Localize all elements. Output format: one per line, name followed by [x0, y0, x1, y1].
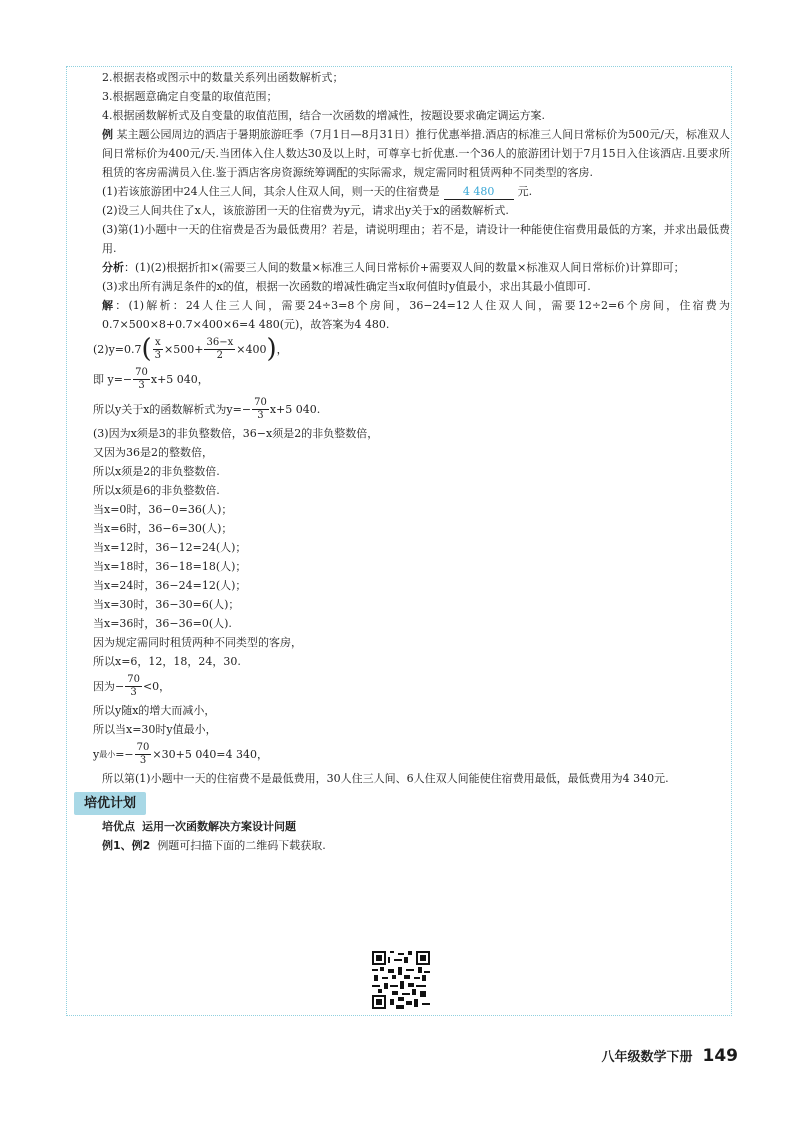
solution-line-0: (3)因为x须是3的非负整数倍，36−x须是2的非负整数倍，: [93, 427, 379, 440]
plan-examples: [72, 836, 730, 855]
solution-line-3: 所以x须是6的非负整数倍.: [93, 484, 220, 497]
ymin-subscript: 最小: [99, 749, 116, 759]
result-suffix: x+5 040.: [269, 402, 321, 416]
solution-line-2: 所以x须是2的非负整数倍.: [93, 465, 220, 478]
plan-section: [72, 788, 730, 815]
result-prefix: 所以y关于x的函数解析式为y=−: [93, 402, 252, 416]
solution-part-1: [72, 296, 730, 334]
solution-line-4: 当x=0时，36−0=36(人)；: [93, 503, 233, 516]
solution-line-11: 因为规定需同时租赁两种不同类型的客房，: [93, 636, 302, 649]
q1-text: (1)若该旅游团中24人住三人间，其余人住双人间，则一天的住宿费是: [102, 185, 440, 198]
book-title: 八年级数学下册: [601, 1050, 693, 1065]
negative-suffix: <0，: [142, 679, 171, 693]
analysis-block: [72, 258, 730, 277]
fraction-70-over-3: $\frac{70}{3}$: [135, 366, 148, 391]
qr-code[interactable]: [372, 951, 430, 1009]
solution-line-10: 当x=36时，36−36=0(人).: [93, 617, 232, 630]
question-2: (2)设三人间共住了x人，该旅游团一天的住宿费为y元，请求出y关于x的函数解析式.: [102, 204, 509, 217]
fraction-x-over-3: $\frac{x}{3}$: [154, 336, 162, 361]
solution-line-9: 当x=30时，36−30=6(人)；: [93, 598, 240, 611]
solution-decreasing: 所以y随x的增大而减小，: [93, 704, 216, 717]
question-3: (3)第(1)小题中一天的住宿费是否为最低费用？若是，请说明理由；若不是，请设计一种能使住宿费用最低的方案，并求出最低费用.: [102, 223, 730, 255]
solution-min-value: [72, 739, 730, 769]
formula-prefix: (2)y=0.7: [93, 342, 142, 356]
times-500: ×500+: [164, 342, 204, 356]
simplified-suffix: x+5 040，: [150, 372, 209, 386]
times-400: ×400: [236, 342, 267, 356]
left-paren: (: [141, 334, 152, 364]
step-4: 4.根据函数解析式及自变量的取值范围，结合一次函数的增减性，按题设要求确定调运方案.: [102, 109, 545, 122]
plan-badge: 培优计划: [74, 792, 146, 815]
analysis-text-2: (3)求出所有满足条件的x的值，根据一次函数的增减性确定当x取何值时y值最小，求出其最小值即可.: [102, 280, 591, 293]
example-label: 例: [102, 128, 114, 141]
plan-examples-label: 例1、例2: [102, 839, 151, 852]
fraction-70-over-3: $\frac{70}{3}$: [254, 396, 267, 421]
fraction-36-minus-x-over-2: $\frac{36-x}{2}$: [206, 336, 234, 361]
plan-point: [72, 817, 730, 836]
formula-comma: ，: [276, 342, 288, 356]
negative-prefix: 因为−: [93, 679, 125, 693]
solution-line-8: 当x=24时，36−24=12(人)；: [93, 579, 247, 592]
ymin-y: y: [93, 747, 100, 761]
question-1: [72, 182, 730, 201]
simplified-prefix: 即 y=−: [93, 372, 133, 386]
solution-min-at-30: 所以当x=30时y值最小，: [93, 723, 217, 736]
plan-point-title: 运用一次函数解决方案设计问题: [142, 820, 296, 833]
plan-examples-text: 例题可扫描下面的二维码下载获取.: [157, 839, 326, 852]
right-paren: ): [266, 334, 277, 364]
q1-answer-blank: 4 480: [444, 185, 514, 200]
step-3: 3.根据题意确定自变量的取值范围；: [102, 90, 278, 103]
plan-point-label: 培优点: [102, 820, 135, 833]
example-text: 某主题公园周边的酒店于暑期旅游旺季（7月1日—8月31日）推行优惠举措.酒店的标准三人间日常标价为500元/天，标准双人间日常标价为400元/天.当团体入住人数达30及以上时，可尊享七折优惠.一个36人的旅游团计划于7月15日入住该酒店.且要求所租赁的客房需满员入住.鉴于酒店客房资源统筹调配的实际需求，规定需同时租赁两种不同类型的客房.: [102, 128, 731, 179]
page-content: [72, 68, 730, 855]
solution-line-1: 又因为36是2的整数倍，: [93, 446, 213, 459]
page-number: 149: [702, 1046, 738, 1066]
page-footer: [601, 1046, 738, 1066]
example-problem: [72, 125, 730, 182]
solution-line-7: 当x=18时，36−18=18(人)；: [93, 560, 247, 573]
solution-line-6: 当x=12时，36−12=24(人)；: [93, 541, 247, 554]
fraction-70-over-3: $\frac{70}{3}$: [136, 741, 150, 766]
fraction-70-over-3: $\frac{70}{3}$: [127, 673, 140, 698]
solution-part1-text: ：(1)解析：24人住三人间，需要24÷3=8个房间，36−24=12人住双人间，需要12÷2=6个房间，住宿费为0.7×500×8+0.7×400×6=4 480(元)，故答案为4 480.: [102, 299, 731, 331]
solution-label: 解: [102, 299, 116, 312]
solution-line-5: 当x=6时，36−6=30(人)；: [93, 522, 233, 535]
analysis-label: 分析: [102, 261, 124, 274]
solution-formula-y: [72, 334, 730, 364]
solution-conclusion: 所以第(1)小题中一天的住宿费不是最低费用，30人住三人间、6人住双人间能使住宿费用最低，最低费用为4 340元.: [102, 772, 669, 785]
ymin-suffix: ×30+5 040=4 340，: [152, 747, 269, 761]
solution-function-result: [72, 394, 730, 424]
analysis-text: ：(1)(2)根据折扣×(需要三人间的数量×标准三人间日常标价+需要双人间的数量×标准双人间日常标价)计算即可；: [124, 261, 685, 274]
q1-unit: 元.: [517, 185, 533, 198]
solution-negative-check: [72, 671, 730, 701]
ymin-eq: =−: [115, 747, 134, 761]
step-2: 2.根据表格或图示中的数量关系列出函数解析式；: [102, 71, 344, 84]
solution-simplified: [72, 364, 730, 394]
solution-line-12: 所以x=6，12，18，24，30.: [93, 655, 241, 668]
